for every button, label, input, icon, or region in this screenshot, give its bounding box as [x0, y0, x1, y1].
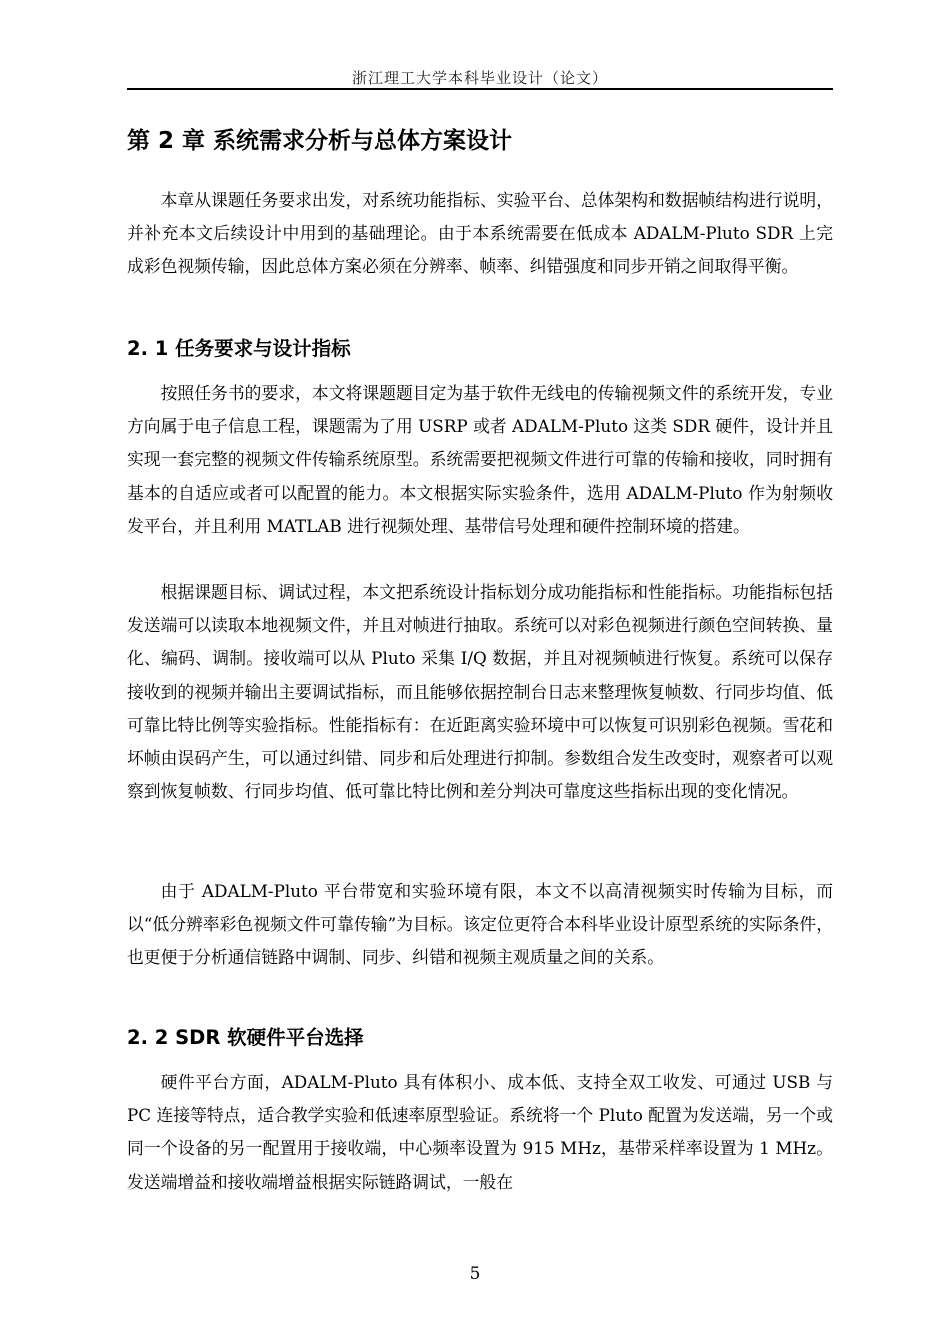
- section-2-1-paragraph-2: 根据课题目标、调试过程，本文把系统设计指标划分成功能指标和性能指标。功能指标包括发送端可以读取本地视频文件，并且对帧进行抽取。系统可以对彩色视频进行颜色空间转换、量化、编码、调制。接收端可以从 Pluto 采集 I/Q 数据，并且对视频帧进行恢复。系统可以保存接收到的视频并输出主要调试指标，而且能够依据控制台日志来整理恢复帧数、行同步均值、低可靠比特比例等实验指标。性能指标有：在近距离实验环境中可以恢复可识别彩色视频。雪花和坏帧由误码产生，可以通过纠错、同步和后处理进行抑制。参数组合发生改变时，观察者可以观察到恢复帧数、行同步均值、低可靠比特比例和差分判决可靠度这些指标出现的变化情况。: [127, 582, 833, 802]
- section-heading-2-2: 2. 2 SDR 软硬件平台选择: [127, 1026, 364, 1049]
- header-title: 浙江理工大学本科毕业设计（论文）: [351, 69, 608, 87]
- section-2-2-paragraph-1: 硬件平台方面，ADALM-Pluto 具有体积小、成本低、支持全双工收发、可通过 USB 与 PC 连接等特点，适合教学实验和低速率原型验证。系统将一个 Pluto 配置为发送端，另一个或同一个设备的另一配置用于接收端，中心频率设置为 915 MHz，基带采样率设置为 1 MHz。发送端增益和接收端增益根据实际链路调试，一般在: [127, 1072, 833, 1192]
- section-2-1-paragraph-3: 由于 ADALM-Pluto 平台带宽和实验环境有限，本文不以高清视频实时传输为目标，而以“低分辨率彩色视频文件可靠传输”为目标。该定位更符合本科毕业设计原型系统的实际条件，也更便于分析通信链路中调制、同步、纠错和视频主观质量之间的关系。: [127, 881, 833, 968]
- header-divider: [127, 88, 833, 90]
- section-2-1-paragraph-1: 按照任务书的要求，本文将课题题目定为基于软件无线电的传输视频文件的系统开发，专业方向属于电子信息工程，课题需为了用 USRP 或者 ADALM-Pluto 这类 SDR 硬件，设计并且实现一套完整的视频文件传输系统原型。系统需要把视频文件进行可靠的传输和接收，同时拥有基本的自适应或者可以配置的能力。本文根据实际实验条件，选用 ADALM-Pluto 作为射频收发平台，并且利用 MATLAB 进行视频处理、基带信号处理和硬件控制环境的搭建。: [127, 383, 833, 536]
- section-heading-2-1: 2. 1 任务要求与设计指标: [127, 337, 351, 360]
- intro-paragraph: 本章从课题任务要求出发，对系统功能指标、实验平台、总体架构和数据帧结构进行说明，并补充本文后续设计中用到的基础理论。由于本系统需要在低成本 ADALM-Pluto SDR 上完成彩色视频传输，因此总体方案必须在分辨率、帧率、纠错强度和同步开销之间取得平衡。: [127, 190, 833, 277]
- page-number: 5: [469, 1264, 481, 1284]
- chapter-title: 第 2 章 系统需求分析与总体方案设计: [127, 128, 513, 154]
